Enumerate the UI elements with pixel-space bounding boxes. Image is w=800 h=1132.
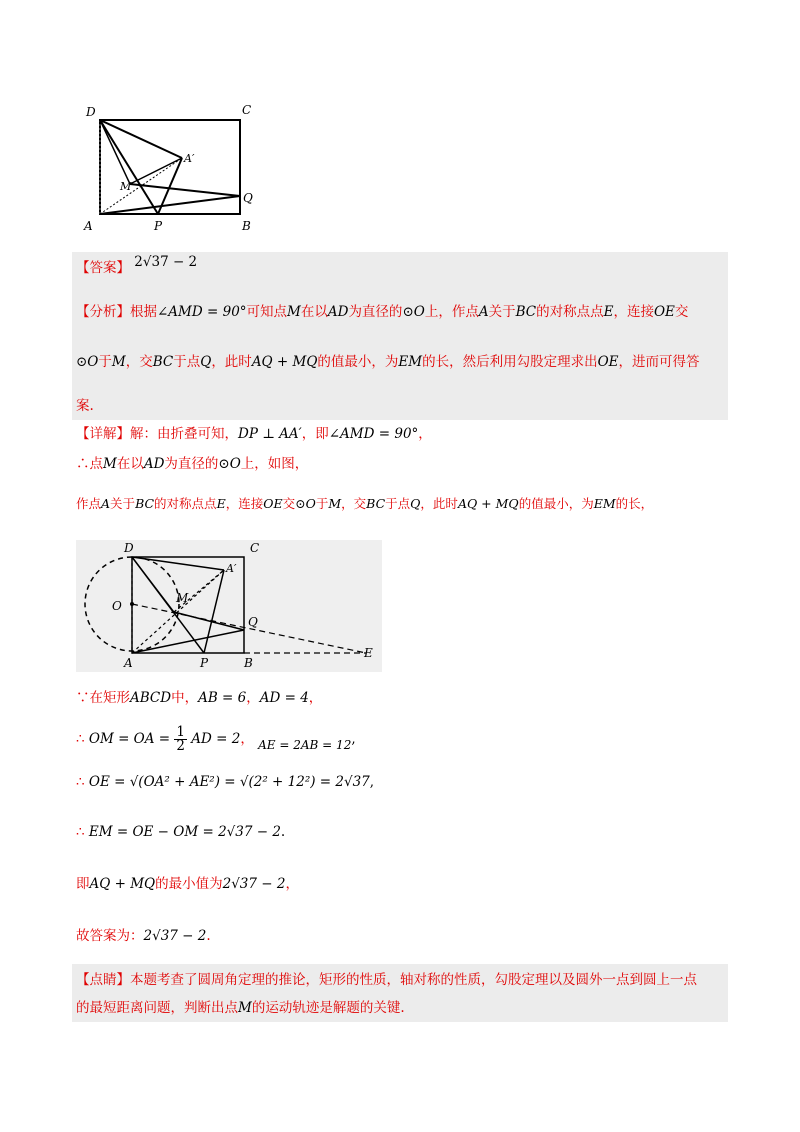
answer-line bbox=[76, 254, 728, 278]
math: ∠AMD = 90° bbox=[157, 304, 247, 320]
text: 于 bbox=[98, 354, 112, 370]
numerator: 1 bbox=[176, 724, 185, 740]
math: M bbox=[238, 1000, 252, 1016]
text: ，此时 bbox=[211, 354, 252, 370]
math: AD = 4 bbox=[259, 690, 309, 706]
math: EM bbox=[398, 354, 423, 370]
math: AQ + MQ bbox=[89, 876, 156, 892]
math: AQ + MQ bbox=[457, 496, 519, 511]
label-m: M bbox=[120, 180, 132, 193]
text: 的值最小，为 bbox=[317, 354, 399, 370]
label-e: E bbox=[364, 646, 373, 660]
label-d: D bbox=[86, 105, 96, 119]
label-a: A bbox=[84, 219, 93, 233]
text: 的长，然后利用勾股定理求出 bbox=[422, 354, 598, 370]
math: Q bbox=[200, 354, 212, 370]
text: ，连接 bbox=[225, 496, 264, 511]
text: ，交 bbox=[125, 354, 153, 370]
math: AD bbox=[143, 456, 165, 472]
comment-line-1 bbox=[76, 970, 728, 990]
text: 可知点 bbox=[246, 304, 288, 320]
text: ∵在矩形 bbox=[76, 690, 130, 706]
text: 上，如图， bbox=[240, 456, 309, 472]
math: DP ⊥ AA′ bbox=[238, 426, 302, 442]
math: AD = 2 bbox=[191, 731, 241, 747]
label-m: M bbox=[176, 591, 189, 605]
label-p: P bbox=[200, 656, 209, 670]
text: 的长， bbox=[615, 496, 654, 511]
text: 交 bbox=[282, 496, 296, 511]
analysis-tag: 【分析】 bbox=[76, 304, 130, 320]
text: 故答案为： bbox=[76, 928, 144, 944]
text: 本题考查了圆周角定理的推论，矩形的性质，轴对称的性质，勾股定理以及圆外一点到圆上一点 bbox=[130, 972, 697, 988]
figure-1-diagram bbox=[80, 96, 260, 236]
label-o: O bbox=[112, 599, 122, 613]
math: OE bbox=[653, 304, 675, 320]
step-6 bbox=[76, 926, 728, 946]
text: 关于 bbox=[488, 304, 516, 320]
text: 交 bbox=[674, 304, 689, 320]
text: 中， bbox=[171, 690, 199, 706]
text: 上，作点 bbox=[424, 304, 479, 320]
math: ABCD bbox=[130, 690, 172, 706]
text: . bbox=[206, 928, 211, 944]
text: 的值最小，为 bbox=[518, 496, 594, 511]
text: ， bbox=[308, 690, 323, 706]
label-c: C bbox=[242, 103, 252, 117]
text: ， bbox=[240, 731, 254, 747]
math: M bbox=[328, 496, 342, 511]
math: ⊙O bbox=[402, 304, 425, 320]
math: M bbox=[103, 456, 117, 472]
denominator: 2 bbox=[176, 738, 185, 754]
math: OE bbox=[597, 354, 619, 370]
therefore: ∴ bbox=[76, 824, 85, 840]
label-a-prime: A′ bbox=[226, 562, 237, 575]
math: M bbox=[111, 354, 126, 370]
detail-line-2 bbox=[76, 454, 728, 474]
text: 的对称点点 bbox=[536, 304, 604, 320]
math: ⊙O bbox=[76, 354, 99, 370]
math: AE = 2AB = 12 bbox=[258, 738, 352, 752]
fraction-one-half bbox=[174, 726, 187, 753]
text: 作点 bbox=[76, 496, 102, 511]
answer-tag: 【答案】 bbox=[76, 260, 130, 276]
text: ， bbox=[285, 876, 299, 892]
text: 于 bbox=[315, 496, 329, 511]
math: 2√37 − 2 bbox=[143, 928, 207, 944]
analysis-line-1 bbox=[76, 302, 728, 322]
text: ，此时 bbox=[420, 496, 458, 511]
text: 的运动轨迹是解题的关键. bbox=[251, 1000, 405, 1016]
detail-line-1 bbox=[76, 424, 728, 444]
math: E bbox=[216, 496, 226, 511]
label-d: D bbox=[124, 541, 134, 555]
therefore: ∴ bbox=[76, 774, 85, 790]
text: 解：由折叠可知， bbox=[130, 426, 238, 442]
answer-value: 2√37 − 2 bbox=[134, 254, 198, 270]
detail-line-3 bbox=[76, 494, 728, 514]
text: ， bbox=[418, 426, 432, 442]
step-2: ∴ OM = OA = $\frac{1}{2}$ AD = 2， AE = 2AB = 12, bbox=[76, 724, 356, 754]
step-4: ∴ EM = OE − OM = 2√37 − 2. bbox=[76, 824, 286, 840]
text: ， bbox=[246, 690, 260, 706]
text: ，即 bbox=[301, 426, 329, 442]
math: A bbox=[101, 496, 111, 511]
math: OM = OA = bbox=[88, 731, 175, 747]
label-q: Q bbox=[248, 615, 258, 629]
math: ⊙O bbox=[295, 496, 316, 511]
text: ，连接 bbox=[613, 304, 654, 320]
step-5 bbox=[76, 874, 728, 894]
math: OE = √(OA² + AE²) = √(2² + 12²) = 2√37 bbox=[88, 774, 370, 790]
text: ，交 bbox=[341, 496, 367, 511]
math: EM = OE − OM = 2√37 − 2 bbox=[88, 824, 281, 840]
analysis-line-3: 案. bbox=[76, 398, 94, 414]
comment-line-2 bbox=[76, 998, 728, 1018]
step-3: ∴ OE = √(OA² + AE²) = √(2² + 12²) = 2√37, bbox=[76, 774, 375, 790]
math: OE bbox=[263, 496, 283, 511]
text: 为直径的 bbox=[348, 304, 403, 320]
math: A bbox=[478, 304, 489, 320]
label-c: C bbox=[250, 541, 260, 555]
text: 的最短距离问题，判断出点 bbox=[76, 1000, 238, 1016]
text: 为直径的 bbox=[164, 456, 219, 472]
label-a: A bbox=[124, 656, 133, 670]
text: ∴点 bbox=[76, 456, 103, 472]
text: 于点 bbox=[173, 354, 201, 370]
math: E bbox=[603, 304, 614, 320]
text: ，进而可得答 bbox=[618, 354, 700, 370]
text: 即 bbox=[76, 876, 90, 892]
label-b: B bbox=[244, 656, 253, 670]
therefore: ∴ bbox=[76, 731, 85, 747]
math: BC bbox=[152, 354, 174, 370]
comment-tag: 【点睛】 bbox=[76, 972, 130, 988]
math: 2√37 − 2 bbox=[222, 876, 286, 892]
text: 在以 bbox=[300, 304, 328, 320]
math: BC bbox=[135, 496, 155, 511]
text: 的对称点点 bbox=[154, 496, 217, 511]
text: 于点 bbox=[385, 496, 411, 511]
math: BC bbox=[366, 496, 386, 511]
figure-2-diagram bbox=[76, 540, 382, 672]
math: AQ + MQ bbox=[251, 354, 318, 370]
math: AD bbox=[327, 304, 349, 320]
math: M bbox=[287, 304, 301, 320]
detail-tag: 【详解】 bbox=[76, 426, 130, 442]
math: BC bbox=[515, 304, 537, 320]
text: 在以 bbox=[116, 456, 144, 472]
label-b: B bbox=[242, 219, 251, 233]
text: 关于 bbox=[110, 496, 136, 511]
label-q: Q bbox=[243, 191, 253, 205]
math: ⊙O bbox=[218, 456, 241, 472]
text: 的最小值为 bbox=[155, 876, 223, 892]
label-a-prime: A′ bbox=[184, 152, 195, 165]
text: 根据 bbox=[130, 304, 157, 320]
math: AB = 6 bbox=[198, 690, 247, 706]
analysis-line-2 bbox=[76, 352, 728, 372]
math: Q bbox=[410, 496, 421, 511]
step-1 bbox=[76, 688, 728, 708]
math: ∠AMD = 90° bbox=[328, 426, 419, 442]
label-p: P bbox=[154, 219, 163, 233]
math: EM bbox=[593, 496, 616, 511]
